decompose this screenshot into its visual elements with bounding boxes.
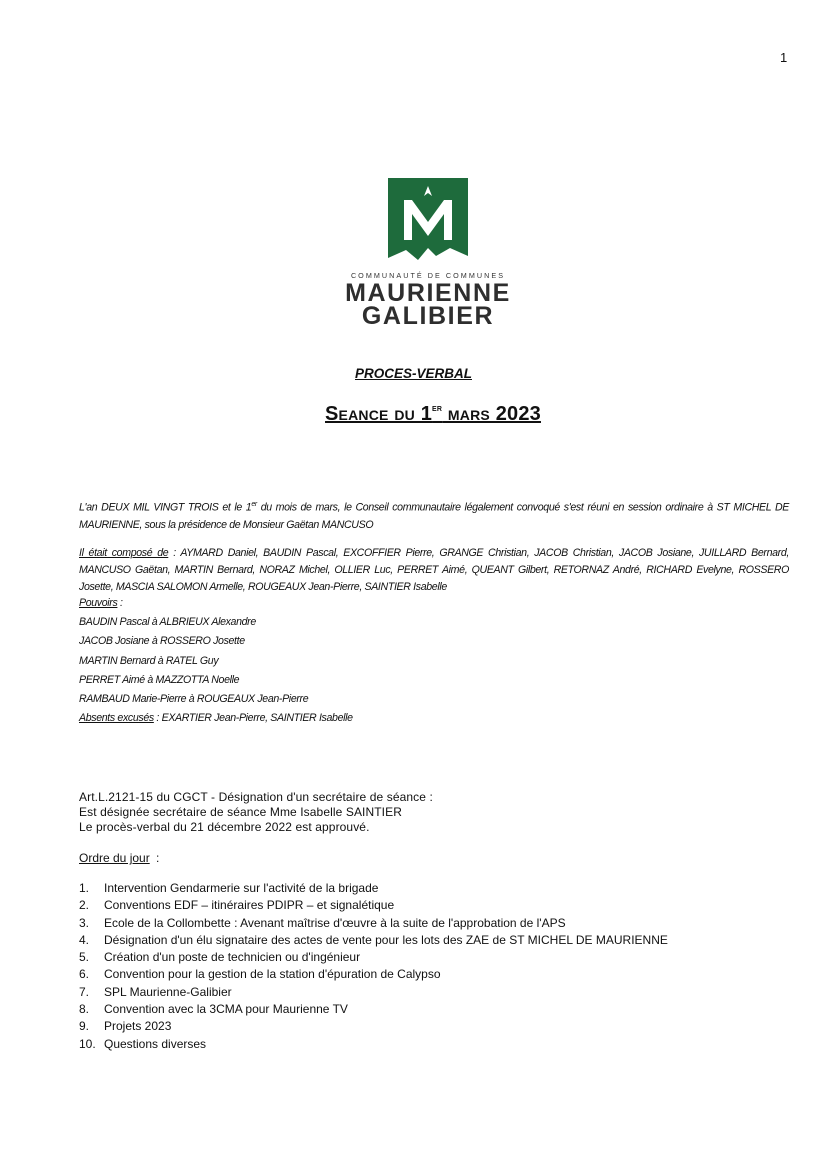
intro-part-1: L'an DEUX MIL VINGT TROIS et le 1 — [79, 501, 252, 514]
agenda-item-number: 9. — [79, 1019, 90, 1034]
agenda-item-number: 5. — [79, 950, 90, 965]
agenda-item-number: 10. — [79, 1036, 96, 1051]
agenda-item-text: Création d'un poste de technicien ou d'ingénieur — [104, 950, 361, 965]
intro-sup: er — [251, 501, 257, 508]
pouvoirs-heading — [79, 597, 123, 609]
logo-line-1: MAURIENNE — [345, 279, 511, 307]
agenda-item-number: 1. — [79, 881, 90, 895]
absents-label: Absents excusés — [79, 712, 154, 724]
members-list: : AYMARD Daniel, BAUDIN Pascal, EXCOFFIER Pierre, GRANGE Christian, JACOB Christian, JACOB Josiane, JUILLARD Bernard, MANCUSO Gaëtan, MARTIN Bernard, NORAZ Michel, OLLIER Luc, PERRET Aimé, QUEANT Gilbert, RETORNAZ André, RICHARD Evelyne, ROSSERO Josette, MASCIA SALOMON Armelle, ROUGEAUX Jean-Pierre, SAINTIER Isabelle — [79, 547, 789, 593]
pouvoir-item: MARTIN Bernard à RATEL Guy — [79, 655, 219, 667]
members-label: Il était composé de — [79, 547, 169, 559]
logo — [330, 178, 526, 328]
agenda-item-text: Projets 2023 — [104, 1019, 172, 1034]
pouvoir-item: BAUDIN Pascal à ALBRIEUX Alexandre — [79, 616, 256, 628]
agenda-heading: Ordre du jour — [79, 851, 150, 865]
seance-title — [0, 403, 827, 426]
agenda-item-text: Convention avec la 3CMA pour Maurienne TV — [104, 1002, 348, 1017]
mountain-m-logo-icon — [388, 178, 468, 268]
article-line-2: Est désignée secrétaire de séance Mme Isabelle SAINTIER — [79, 805, 402, 819]
logo-line-2: GALIBIER — [361, 302, 495, 330]
agenda-item-number: 3. — [79, 915, 90, 930]
intro-paragraph — [79, 496, 789, 534]
agenda-item-number: 8. — [79, 1002, 90, 1017]
absents-list: : EXARTIER Jean-Pierre, SAINTIER Isabelle — [153, 712, 353, 724]
pouvoir-item: JACOB Josiane à ROSSERO Josette — [79, 635, 245, 647]
seance-title-sup: er — [432, 403, 443, 414]
agenda-heading-suffix: : — [156, 851, 160, 865]
agenda-item-text: Désignation d'un élu signataire des actes de vente pour les lots des ZAE de ST MICHEL DE MAURIENNE — [104, 932, 668, 947]
agenda-item-text: Conventions EDF – itinéraires PDIPR – et signalétique — [104, 898, 395, 913]
page-number: 1 — [780, 50, 788, 65]
document-title: PROCES-VERBAL — [354, 366, 472, 381]
pouvoirs-suffix: : — [117, 597, 123, 609]
article-line-3: Le procès-verbal du 21 décembre 2022 est approuvé. — [79, 820, 370, 834]
absents-line — [79, 712, 353, 724]
agenda-item-number: 7. — [79, 984, 90, 999]
agenda-item-text: Questions diverses — [104, 1036, 207, 1051]
agenda-item-text: Intervention Gendarmerie sur l'activité de la brigade — [104, 881, 379, 895]
intro-part-2: du mois de mars, le Conseil communautaire légalement convoqué s'est réuni en session ordinaire à ST MICHEL DE MAURIENNE, sous la présidence de Monsieur Gaëtan MANCUSO — [79, 501, 789, 531]
pouvoir-item: PERRET Aimé à MAZZOTTA Noelle — [79, 674, 240, 686]
members-paragraph — [79, 545, 789, 596]
seance-title-prefix: Seance du 1 — [325, 403, 433, 425]
pouvoir-item: RAMBAUD Marie-Pierre à ROUGEAUX Jean-Pierre — [79, 693, 309, 705]
agenda-item-number: 2. — [79, 898, 90, 913]
article-line-1: Art.L.2121-15 du CGCT - Désignation d'un secrétaire de séance : — [79, 790, 433, 804]
pouvoirs-label: Pouvoirs — [79, 597, 118, 609]
agenda-item-text: Ecole de la Collombette : Avenant maîtrise d'œuvre à la suite de l'approbation de l'APS — [104, 915, 566, 930]
agenda-item-number: 6. — [79, 967, 90, 982]
agenda-item-text: Convention pour la gestion de la station d'épuration de Calypso — [104, 967, 441, 982]
agenda-item-number: 4. — [79, 932, 90, 947]
logo-subtitle: COMMUNAUTÉ DE COMMUNES — [350, 271, 506, 280]
agenda-item-text: SPL Maurienne-Galibier — [104, 984, 232, 999]
seance-title-suffix: mars 2023 — [442, 403, 541, 425]
